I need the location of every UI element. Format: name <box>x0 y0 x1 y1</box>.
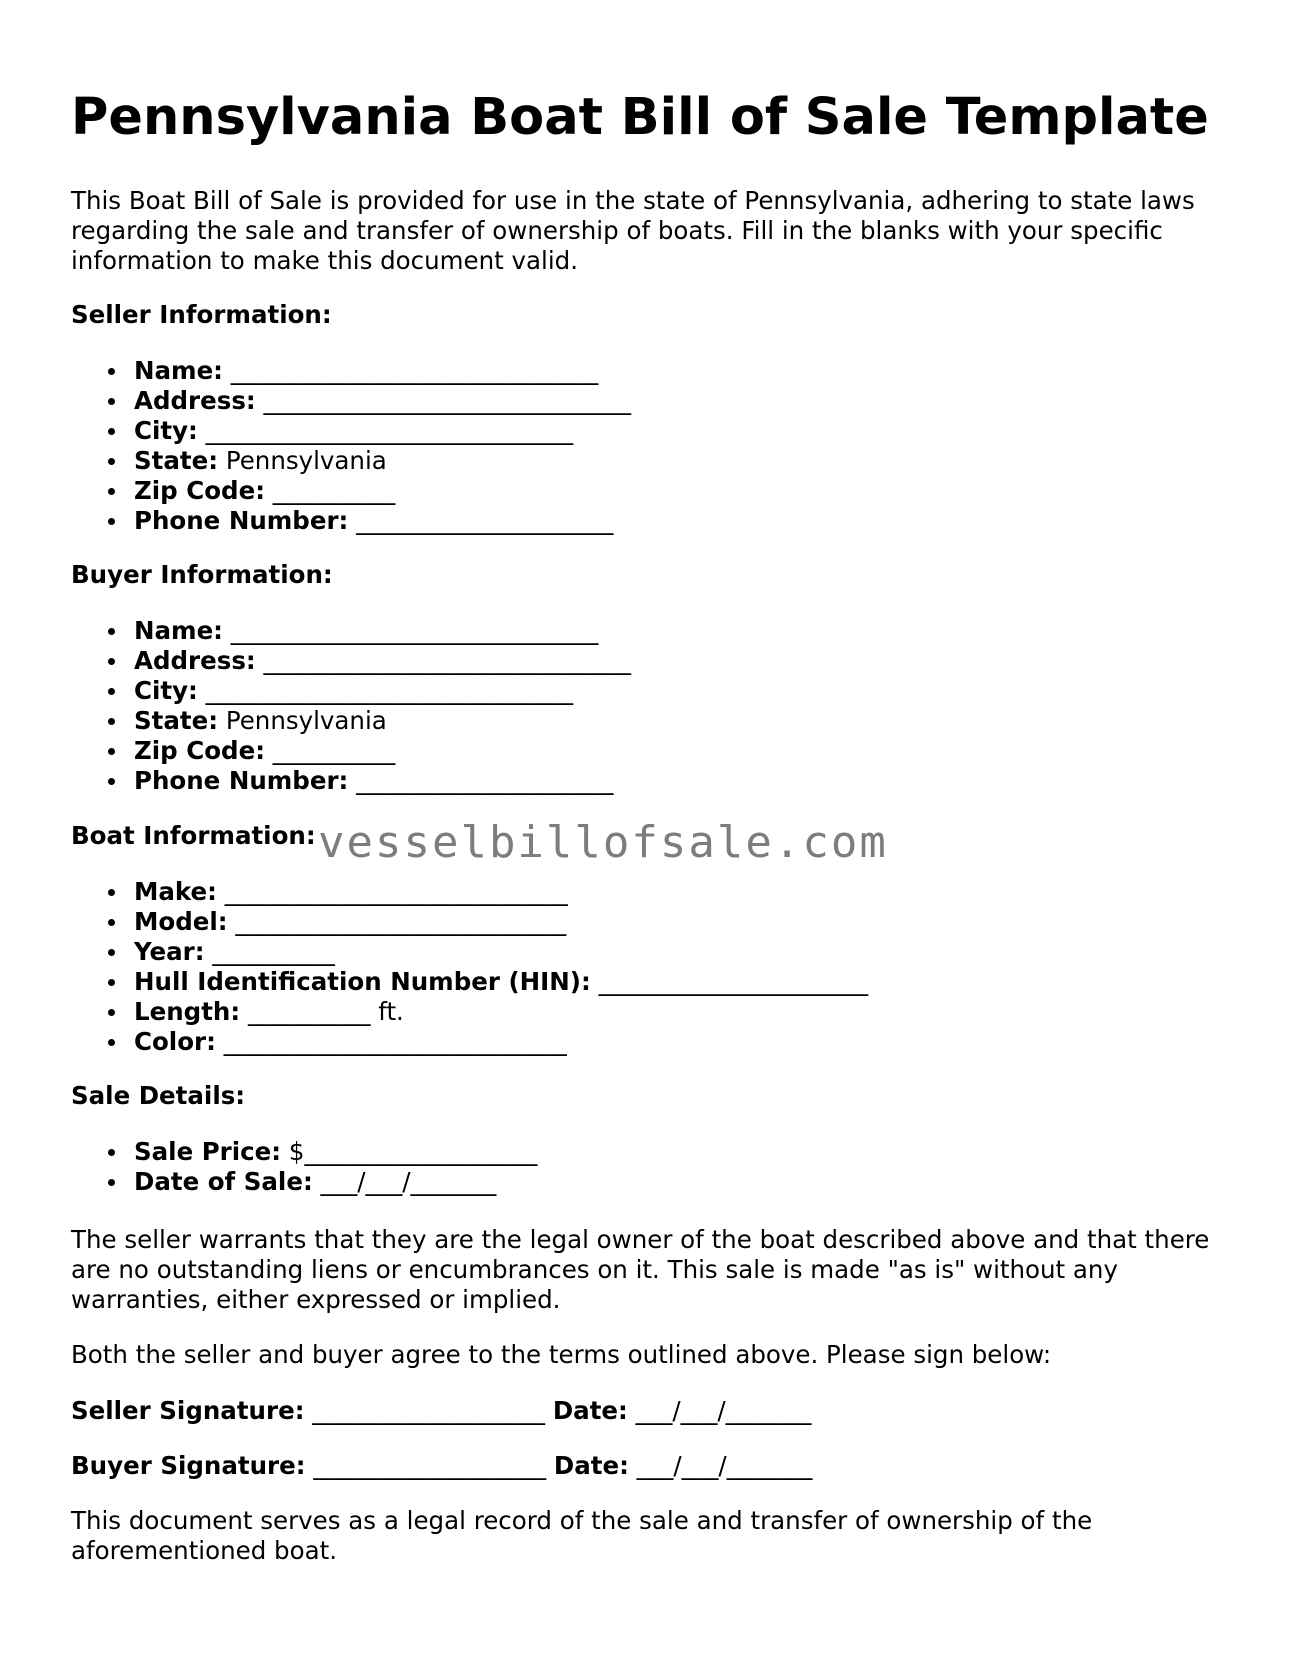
seller-fields <box>71 356 631 536</box>
buyer-signature-line <box>71 1451 812 1481</box>
field-value: _____________________ <box>356 506 614 535</box>
seller-signature-blank: ___________________ <box>312 1396 546 1425</box>
seller-date-label: Date: <box>552 1396 628 1425</box>
buyer-address-field <box>71 646 631 676</box>
seller-signature-label: Seller Signature: <box>71 1396 305 1425</box>
buyer-state-field <box>71 706 631 736</box>
agreement-paragraph: Both the seller and buyer agree to the terms outlined above. Please sign below: <box>71 1340 1052 1369</box>
field-value: $___________________ <box>288 1137 538 1166</box>
sale-heading: Sale Details: <box>71 1081 246 1110</box>
closing-paragraph: This document serves as a legal record of the sale and transfer of ownership of the aforementioned boat. <box>71 1506 1093 1565</box>
boat-heading: Boat Information: <box>71 821 316 850</box>
boat-fields <box>71 877 868 1057</box>
boat-model-field <box>71 907 868 937</box>
boat-color-field <box>71 1027 868 1057</box>
field-label: Model: <box>134 907 228 936</box>
page-title: Pennsylvania Boat Bill of Sale Template <box>71 88 1209 147</box>
boat-length-field <box>71 997 868 1027</box>
boat-make-field <box>71 877 868 907</box>
buyer-phone-field <box>71 766 631 796</box>
seller-zip-field <box>71 476 631 506</box>
seller-date-blank: ___/___/_______ <box>635 1396 812 1425</box>
field-label: Length: <box>134 997 241 1026</box>
boat-hin-field <box>71 967 868 997</box>
field-value: __________ <box>272 736 396 765</box>
seller-name-field <box>71 356 631 386</box>
field-value: ______________________ <box>598 967 869 996</box>
field-label: Zip Code: <box>134 476 265 505</box>
field-label: Name: <box>134 356 223 385</box>
field-value: ______________________________ <box>205 416 574 445</box>
buyer-signature-label: Buyer Signature: <box>71 1451 306 1480</box>
field-label: State: <box>134 706 219 735</box>
watermark-text: vesselbillofsale.com <box>318 817 888 868</box>
buyer-date-label: Date: <box>553 1451 629 1480</box>
field-label: City: <box>134 416 198 445</box>
field-label: Address: <box>134 386 256 415</box>
buyer-fields <box>71 616 631 796</box>
sale-fields <box>71 1137 537 1197</box>
field-label: Phone Number: <box>134 766 349 795</box>
field-value: ______________________________ <box>205 676 574 705</box>
field-value: __________ ft. <box>247 997 404 1026</box>
buyer-signature-blank: ___________________ <box>313 1451 547 1480</box>
buyer-city-field <box>71 676 631 706</box>
sale-date-field <box>71 1167 537 1197</box>
buyer-date-blank: ___/___/_______ <box>636 1451 813 1480</box>
field-value: ____________________________ <box>223 1027 567 1056</box>
field-label: Sale Price: <box>134 1137 282 1166</box>
field-value: _____________________ <box>356 766 614 795</box>
seller-city-field <box>71 416 631 446</box>
field-label: Hull Identification Number (HIN): <box>134 967 591 996</box>
field-value: ____________________________ <box>224 877 568 906</box>
field-label: Color: <box>134 1027 216 1056</box>
field-value: __________ <box>272 476 396 505</box>
seller-address-field <box>71 386 631 416</box>
boat-year-field <box>71 937 868 967</box>
field-label: Year: <box>134 937 205 966</box>
field-value: ______________________________ <box>230 616 599 645</box>
warranty-paragraph: The seller warrants that they are the legal owner of the boat described above and that there are no outstanding liens or encumbrances on it. This sale is made "as is" without any warranties, either expressed or implied. <box>71 1225 1210 1314</box>
field-label: Address: <box>134 646 256 675</box>
sale-price-field <box>71 1137 537 1167</box>
seller-state-field <box>71 446 631 476</box>
intro-paragraph: This Boat Bill of Sale is provided for use in the state of Pennsylvania, adhering to state laws regarding the sale and transfer of ownership of boats. Fill in the blanks with your specific information to make this document valid. <box>71 186 1195 275</box>
field-label: Zip Code: <box>134 736 265 765</box>
seller-signature-line <box>71 1396 811 1426</box>
field-label: Name: <box>134 616 223 645</box>
field-label: Date of Sale: <box>134 1167 313 1196</box>
field-value: ______________________________ <box>263 646 631 675</box>
buyer-zip-field <box>71 736 631 766</box>
seller-phone-field <box>71 506 631 536</box>
field-value: ______________________________ <box>230 356 599 385</box>
field-label: City: <box>134 676 198 705</box>
field-value: ___________________________ <box>235 907 567 936</box>
field-value: __________ <box>212 937 335 966</box>
field-value: Pennsylvania <box>225 706 387 735</box>
field-label: Phone Number: <box>134 506 349 535</box>
field-value: Pennsylvania <box>225 446 387 475</box>
field-value: ______________________________ <box>263 386 631 415</box>
field-label: Make: <box>134 877 217 906</box>
field-label: State: <box>134 446 219 475</box>
buyer-name-field <box>71 616 631 646</box>
seller-heading: Seller Information: <box>71 300 332 329</box>
field-value: ___/___/_______ <box>320 1167 497 1196</box>
buyer-heading: Buyer Information: <box>71 560 333 589</box>
